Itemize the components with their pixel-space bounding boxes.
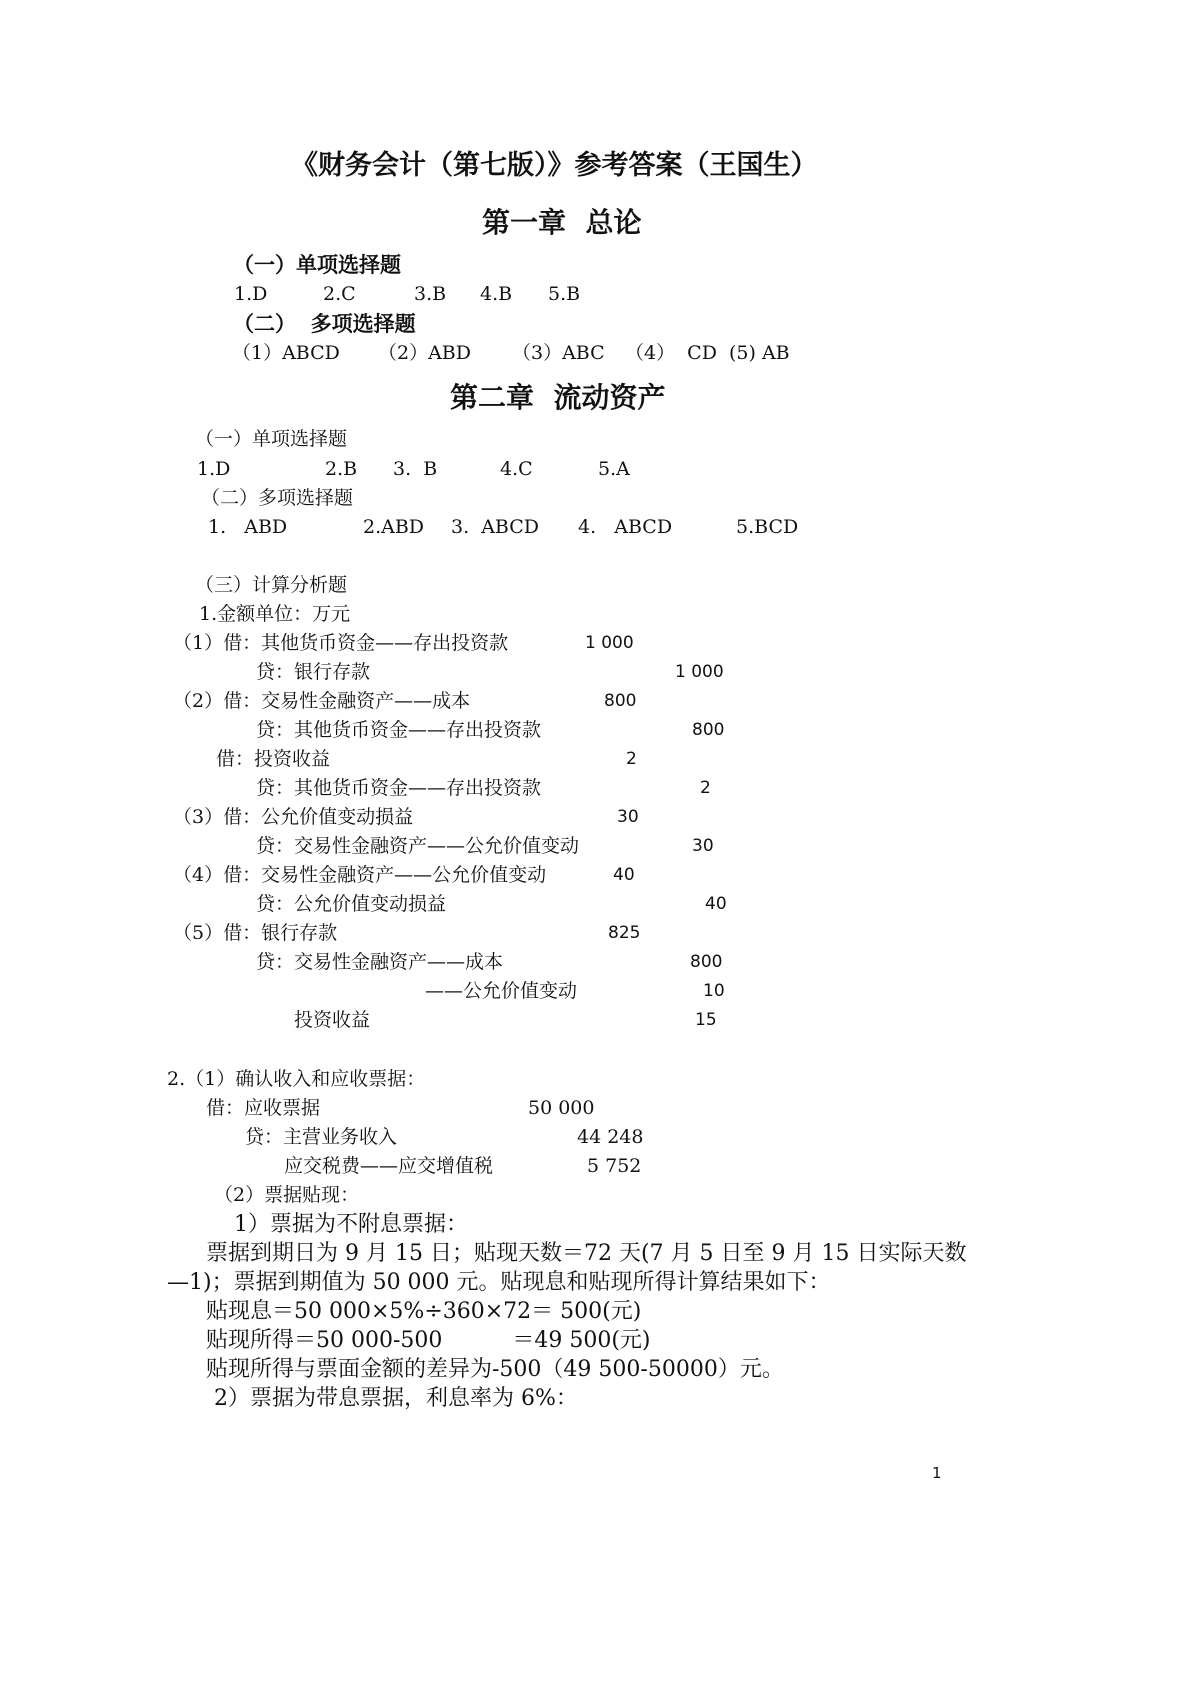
entry-amount: 30 (692, 836, 714, 856)
ch1-answer-5: 5.B (548, 283, 581, 305)
ch2-multi-answer-5: 5.BCD (736, 516, 799, 538)
entry-label: （2）借：交易性金融资产——成本 (173, 690, 471, 712)
q2-sub2-heading: （2）票据贴现： (214, 1184, 360, 1206)
ch1-multi-answer-5: (5) AB (729, 342, 790, 364)
ch1-multi-answer-2: （2）ABD (378, 342, 472, 364)
chapter-1-title: 第一章 总论 (482, 206, 642, 239)
ch1-answer-3: 3.B (414, 283, 447, 305)
entry-label: ——公允价值变动 (425, 980, 578, 1002)
entry-amount: 50 000 (528, 1097, 595, 1119)
entry-label: 贷：交易性金融资产——成本 (256, 951, 504, 973)
ch1-multi-answer-1: （1）ABCD (232, 342, 340, 364)
entry-amount: 30 (617, 807, 639, 827)
ch1-multi-choice-heading: （二） 多项选择题 (233, 312, 416, 336)
page-number: 1 (932, 1464, 942, 1482)
q2-discount-interest: 贴现息＝50 000×5%÷360×72＝ 500(元) (206, 1299, 642, 1324)
entry-label: 应交税费——应交增值税 (284, 1155, 494, 1177)
entry-amount: 800 (690, 952, 723, 972)
chapter-2-title: 第二章 流动资产 (450, 381, 666, 414)
ch1-answer-4: 4.B (480, 283, 513, 305)
entry-label: 投资收益 (294, 1009, 371, 1031)
entry-amount: 5 752 (587, 1155, 642, 1177)
ch2-answer-4: 4.C (500, 458, 533, 480)
entry-label: （3）借：公允价值变动损益 (173, 806, 414, 828)
entry-amount: 1 000 (585, 633, 634, 653)
entry-label: 贷：银行存款 (256, 661, 371, 683)
entry-label: （5）借：银行存款 (173, 922, 338, 944)
q2-discount-proceeds: 贴现所得＝50 000-500 ＝49 500(元) (206, 1328, 651, 1353)
ch2-multi-answer-2: 2.ABD (363, 516, 425, 538)
ch2-multi-answer-1: 1. ABD (208, 516, 288, 538)
ch2-answer-5: 5.A (598, 458, 630, 480)
ch1-multi-answer-3: （3）ABC (512, 342, 605, 364)
ch1-single-choice-heading: （一）单项选择题 (233, 253, 401, 277)
q2-sub2b-heading: 2）票据为带息票据，利息率为 6%： (214, 1386, 578, 1411)
entry-label: 贷：交易性金融资产——公允价值变动 (256, 835, 580, 857)
entry-amount: 825 (608, 923, 641, 943)
entry-label: 借：应收票据 (206, 1097, 321, 1119)
entry-label: 贷：其他货币资金——存出投资款 (256, 777, 542, 799)
ch2-answer-3: 3. B (393, 458, 438, 480)
entry-label: 借：投资收益 (216, 748, 331, 770)
ch2-answer-2: 2.B (325, 458, 358, 480)
ch1-answer-2: 2.C (323, 283, 356, 305)
entry-amount: 800 (604, 691, 637, 711)
entry-label: 贷：其他货币资金——存出投资款 (256, 719, 542, 741)
entry-amount: 40 (705, 894, 727, 914)
ch1-multi-answer-4: （4） CD (625, 342, 717, 364)
ch1-answer-1: 1.D (234, 283, 268, 305)
entry-label: 贷：公允价值变动损益 (256, 893, 447, 915)
entry-amount: 1 000 (675, 662, 724, 682)
entry-amount: 2 (626, 749, 637, 769)
q2-heading: 2.（1）确认收入和应收票据： (167, 1068, 426, 1090)
entry-amount: 44 248 (577, 1126, 644, 1148)
entry-amount: 800 (692, 720, 725, 740)
q2-paragraph-1: 票据到期日为 9 月 15 日；贴现天数＝72 天(7 月 5 日至 9 月 15 日实际天数 (206, 1241, 967, 1266)
ch2-multi-answer-3: 3. ABCD (451, 516, 540, 538)
amount-unit-note: 1.金额单位：万元 (199, 603, 351, 625)
q2-sub2a-heading: 1）票据为不附息票据： (234, 1212, 468, 1237)
document-title: 《财务会计（第七版）》参考答案（王国生） (291, 150, 818, 181)
q2-difference: 贴现所得与票面金额的差异为-500（49 500-50000）元。 (206, 1357, 784, 1382)
entry-amount: 10 (703, 981, 725, 1001)
entry-amount: 2 (700, 778, 711, 798)
entry-amount: 40 (613, 865, 635, 885)
entry-label: （4）借：交易性金融资产——公允价值变动 (173, 864, 547, 886)
q2-paragraph-1-cont: —1)；票据到期值为 50 000 元。贴现息和贴现所得计算结果如下： (167, 1270, 831, 1295)
ch2-calc-heading: （三）计算分析题 (195, 574, 348, 596)
entry-label: 贷：主营业务收入 (245, 1126, 398, 1148)
entry-amount: 15 (695, 1010, 717, 1030)
entry-label: （1）借：其他货币资金——存出投资款 (173, 632, 509, 654)
ch2-multi-answer-4: 4. ABCD (578, 516, 673, 538)
ch2-multi-choice-heading: （二）多项选择题 (201, 487, 354, 509)
ch2-answer-1: 1.D (197, 458, 231, 480)
ch2-single-choice-heading: （一）单项选择题 (195, 428, 348, 450)
